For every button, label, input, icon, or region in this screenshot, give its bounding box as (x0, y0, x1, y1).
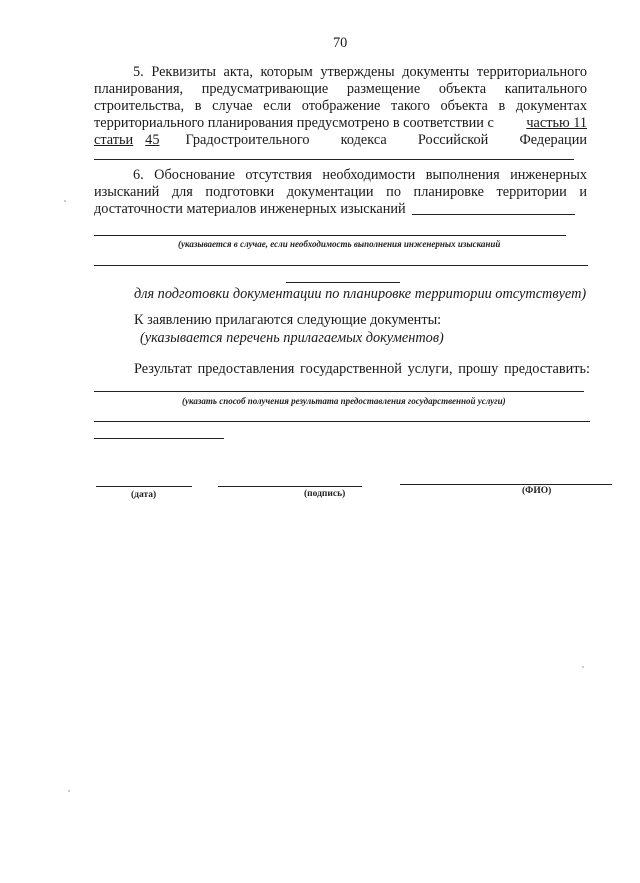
signature-label: (подпись) (304, 489, 346, 499)
section6-hint1: (указывается в случае, если необходимость выполнения инженерных изысканий (178, 239, 501, 249)
section6-line1: 6. Обоснование отсутствия необходимости выполнения инженерных (133, 167, 587, 183)
section5-line2: планирования, предусматривающие размещение объекта капитального (94, 81, 587, 97)
scan-speck (68, 790, 70, 792)
section5-fill-line[interactable] (94, 159, 574, 160)
result-fill-line-2[interactable] (94, 421, 590, 422)
section5-line1: 5. Реквизиты акта, которым утверждены документы территориального (133, 64, 587, 80)
section5-line4-text: территориального планирования предусмотрено в соответствии с (94, 115, 494, 131)
law-article-number-link[interactable]: 45 (145, 132, 160, 148)
date-line[interactable] (96, 486, 192, 487)
result-fill-line-3[interactable] (94, 438, 224, 439)
law-code-words: Градостроительного кодекса Российской Федерации (185, 132, 587, 148)
section6-fill-line-4[interactable] (286, 282, 400, 283)
attachments-hint: (указывается перечень прилагаемых документов) (140, 330, 444, 346)
section5-line4 (94, 115, 587, 132)
law-article-link[interactable]: статьи (94, 132, 134, 148)
scan-speck (582, 666, 584, 668)
result-fill-line-1[interactable] (94, 391, 584, 392)
law-part-link[interactable]: частью 11 (526, 115, 587, 131)
signature-line[interactable] (218, 486, 362, 487)
section6-fill-line-1[interactable] (412, 214, 575, 215)
result-hint: (указать способ получения результата предоставления государственной услуги) (182, 396, 506, 406)
attachments-title: К заявлению прилагаются следующие документы: (134, 312, 442, 328)
scan-speck (64, 200, 66, 202)
law-code-text (185, 132, 587, 149)
name-label: (ФИО) (522, 486, 552, 496)
section5-line3: строительства, в случае если отображение такого объекта в документах (94, 98, 587, 114)
section6-fill-line-3[interactable] (94, 265, 588, 266)
section6-line2: изысканий для подготовки документации по планировке территории и (94, 184, 587, 200)
section6-hint2: для подготовки документации по планировке территории отсутствует) (134, 286, 587, 302)
result-title: Результат предоставления государственной услуги, прошу предоставить: (134, 361, 590, 377)
section6-fill-line-2[interactable] (94, 235, 566, 236)
section5-line5 (94, 132, 587, 149)
name-line[interactable] (400, 484, 612, 485)
page-number: 70 (333, 35, 348, 51)
section6-line3: достаточности материалов инженерных изысканий (94, 201, 406, 217)
date-label: (дата) (131, 490, 157, 500)
